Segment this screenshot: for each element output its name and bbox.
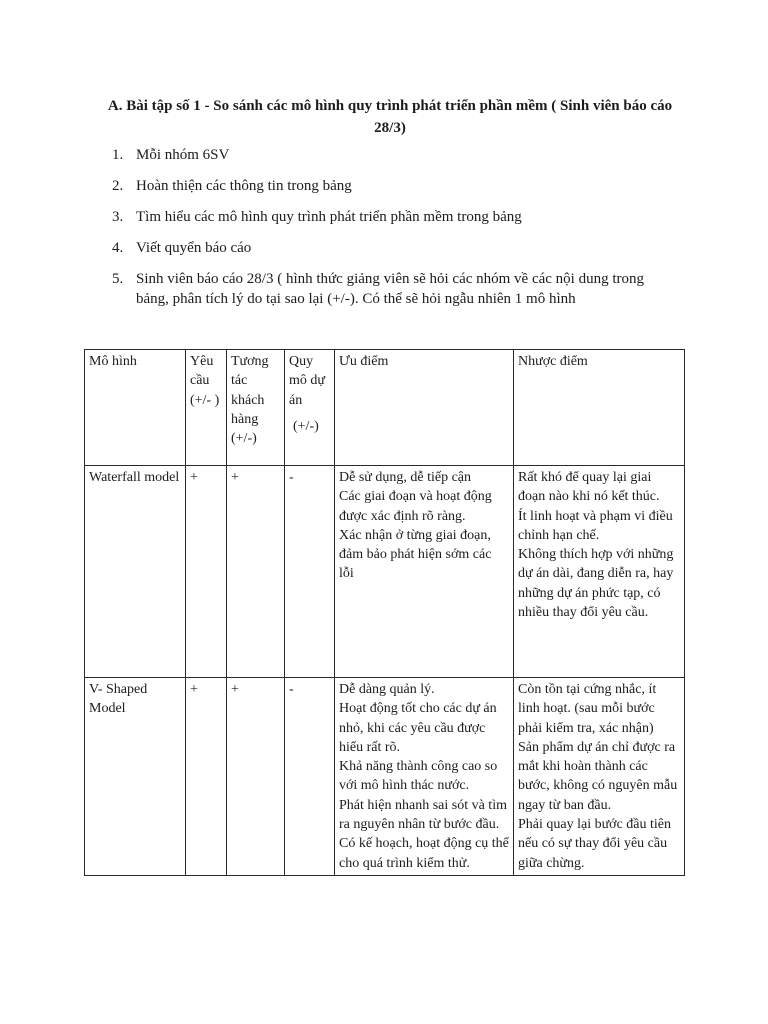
header-pros: Ưu điểm (335, 350, 514, 466)
cons-item: Rất khó để quay lại giai đoạn nào khi nó kết thúc. (518, 470, 660, 505)
list-number: 2. (112, 178, 124, 194)
list-item (112, 145, 672, 165)
cell-requirements: + (186, 466, 227, 678)
instruction-list (112, 145, 672, 320)
list-item (112, 269, 672, 309)
list-text: Sinh viên báo cáo 28/3 ( hình thức giảng viên sẽ hỏi các nhóm về các nội dung trong bảng, phân tích lý do tại sao lại (+/-). Có thể sẽ hỏi ngẫu nhiên 1 mô hình (136, 271, 645, 307)
header-requirements: Yêu cầu (+/- ) (186, 350, 227, 466)
cons-item: Ít linh hoạt và phạm vi điều chỉnh hạn chế. (518, 508, 673, 543)
header-project-scale-label: Quy mô dự án (289, 354, 325, 408)
pros-item: Khả năng thành công cao so với mô hình thác nước. (339, 759, 498, 794)
list-text: Mỗi nhóm 6SV (136, 147, 230, 163)
pros-item: Dễ dàng quản lý. (339, 682, 435, 697)
list-number: 3. (112, 209, 124, 225)
header-project-scale-mark: (+/-) (293, 418, 319, 434)
list-item (112, 238, 672, 258)
header-customer-interaction: Tương tác khách hàng (+/-) (227, 350, 285, 466)
cell-scale: - (285, 466, 335, 678)
table-row (85, 678, 685, 876)
cell-cons (514, 466, 685, 678)
list-text: Hoàn thiện các thông tin trong bảng (136, 178, 352, 194)
pros-item: Dễ sử dụng, dễ tiếp cận (339, 470, 471, 485)
cons-item: Không thích hợp với những dự án dài, đang diễn ra, hay những dự án phức tạp, có nhiều thay đổi yêu cầu. (518, 547, 674, 621)
cons-item: Sản phẩm dự án chỉ được ra mắt khi hoàn thành các bước, không có nguyên mẫu ngay từ ban đầu. (518, 739, 678, 813)
assignment-title: A. Bài tập số 1 - So sánh các mô hình quy trình phát triển phần mềm ( Sinh viên báo cáo 28/3) (107, 98, 673, 136)
table-row (85, 466, 685, 678)
list-item (112, 176, 672, 196)
cell-interaction: + (227, 466, 285, 678)
pros-item: Phát hiện nhanh sai sót và tìm ra nguyên nhân từ bước đầu. (339, 797, 507, 833)
pros-item: Xác nhận ở từng giai đoạn, đảm bảo phát hiện sớm các lỗi (339, 527, 492, 582)
list-item (112, 207, 672, 227)
cell-pros (335, 466, 514, 678)
cell-scale: - (285, 678, 335, 876)
comparison-table (84, 349, 685, 876)
header-model: Mô hình (85, 350, 186, 466)
cell-model: V- Shaped Model (85, 678, 186, 876)
list-text: Tìm hiểu các mô hình quy trình phát triển phần mềm trong bảng (136, 209, 522, 225)
pros-item: Các giai đoạn và hoạt động được xác định rõ ràng. (339, 489, 492, 524)
cons-item: Còn tồn tại cứng nhắc, ít linh hoạt. (sau mỗi bước phải kiểm tra, xác nhận) (518, 682, 657, 736)
pros-item: Hoạt động tốt cho các dự án nhỏ, khi các yêu cầu được hiểu rất rõ. (339, 701, 497, 755)
cell-requirements: + (186, 678, 227, 876)
header-cons: Nhược điểm (514, 350, 685, 466)
cell-cons (514, 678, 685, 876)
table-header-row (85, 350, 685, 466)
cell-pros (335, 678, 514, 876)
header-project-scale (285, 350, 335, 466)
list-text: Viết quyển báo cáo (136, 240, 252, 256)
cell-model: Waterfall model (85, 466, 186, 678)
cell-interaction: + (227, 678, 285, 876)
list-number: 4. (112, 240, 124, 256)
list-number: 5. (112, 271, 124, 287)
list-number: 1. (112, 147, 124, 163)
pros-item: Có kế hoạch, hoạt động cụ thể cho quá trình kiểm thử. (339, 836, 509, 871)
cons-item: Phải quay lại bước đầu tiên nếu có sự thay đổi yêu cầu giữa chừng. (518, 817, 672, 871)
